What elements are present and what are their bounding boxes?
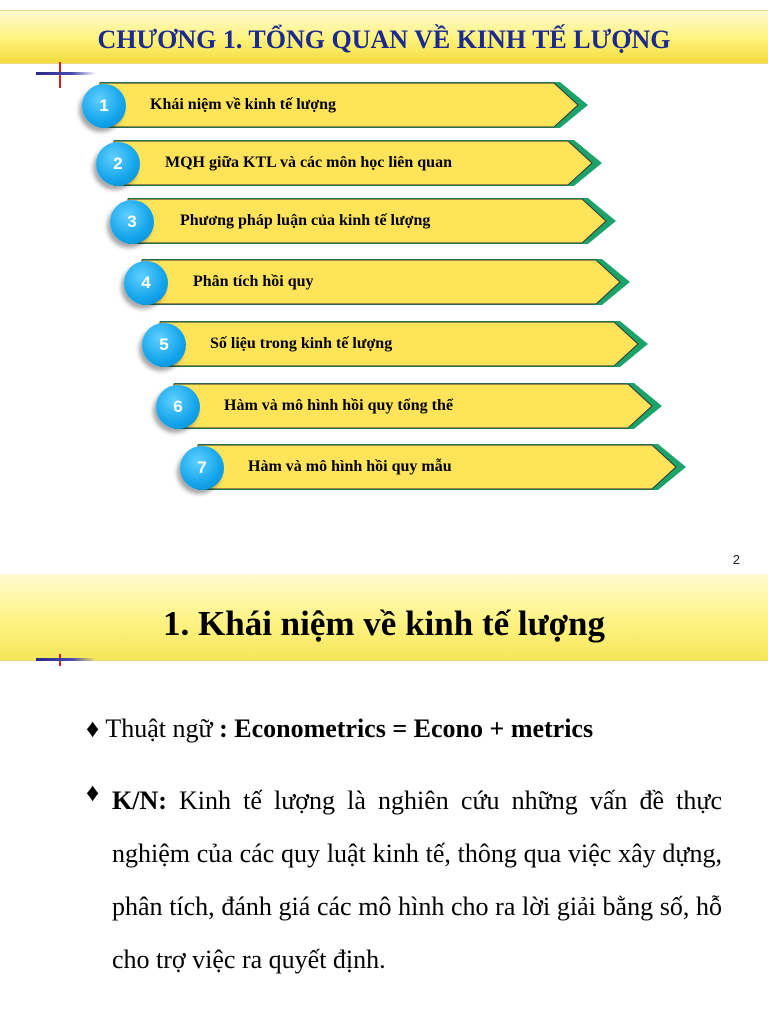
- agenda-item-5[interactable]: [140, 321, 648, 367]
- kn-text: Kinh tế lượng là nghiên cứu những vấn đề thực nghiệm của các quy luật kinh tế, thông qua việc xây dựng, phân tích, đánh giá các mô hình cho ra lời giải bằng số, hỗ cho trợ việc ra quyết định.: [112, 786, 722, 974]
- slide-concept: [0, 574, 768, 1024]
- page-number: 2: [732, 552, 740, 567]
- bullet-diamond-icon: ♦: [86, 714, 100, 743]
- number-bubble: 2: [96, 142, 140, 186]
- agenda-item-label: Hàm và mô hình hồi quy mẫu: [248, 458, 452, 475]
- agenda-item-3[interactable]: [108, 198, 616, 244]
- corner-mark-horizontal: [36, 72, 96, 75]
- agenda-item-label: Số liệu trong kinh tế lượng: [210, 335, 393, 352]
- bullet-diamond-icon: ♦: [86, 778, 100, 807]
- number-bubble: 5: [142, 323, 186, 367]
- agenda-item-label: Phân tích hồi quy: [193, 273, 314, 290]
- term-value: : Econometrics = Econo + metrics: [219, 714, 594, 743]
- kn-bullet-marker: [86, 778, 99, 808]
- agenda-item-1[interactable]: [80, 82, 588, 128]
- agenda-item-label: MQH giữa KTL và các môn học liên quan: [165, 154, 452, 171]
- kn-label: K/N:: [112, 786, 167, 815]
- agenda-item-2[interactable]: [94, 140, 602, 186]
- agenda-item-4[interactable]: [122, 259, 630, 305]
- number-bubble: 6: [156, 385, 200, 429]
- number-bubble: 7: [180, 446, 224, 490]
- number-bubble: 4: [124, 261, 168, 305]
- term-prefix: Thuật ngữ: [105, 714, 220, 743]
- corner-mark-horizontal: [36, 658, 96, 661]
- number-bubble: 1: [82, 84, 126, 128]
- agenda-item-label: Khái niệm về kinh tế lượng: [150, 96, 337, 113]
- slide-title: CHƯƠNG 1. TỔNG QUAN VỀ KINH TẾ LƯỢNG: [97, 25, 671, 54]
- slide-heading: 1. Khái niệm về kinh tế lượng: [163, 604, 605, 643]
- agenda-item-label: Hàm và mô hình hồi quy tổng thể: [224, 397, 453, 414]
- kn-paragraph: [112, 774, 722, 986]
- agenda-item-label: Phương pháp luận của kinh tế lượng: [180, 212, 431, 229]
- agenda-item-6[interactable]: [154, 383, 662, 429]
- number-bubble: 3: [110, 200, 154, 244]
- corner-mark-vertical: [59, 62, 61, 88]
- agenda-item-7[interactable]: [178, 444, 686, 490]
- term-bullet: [86, 714, 593, 744]
